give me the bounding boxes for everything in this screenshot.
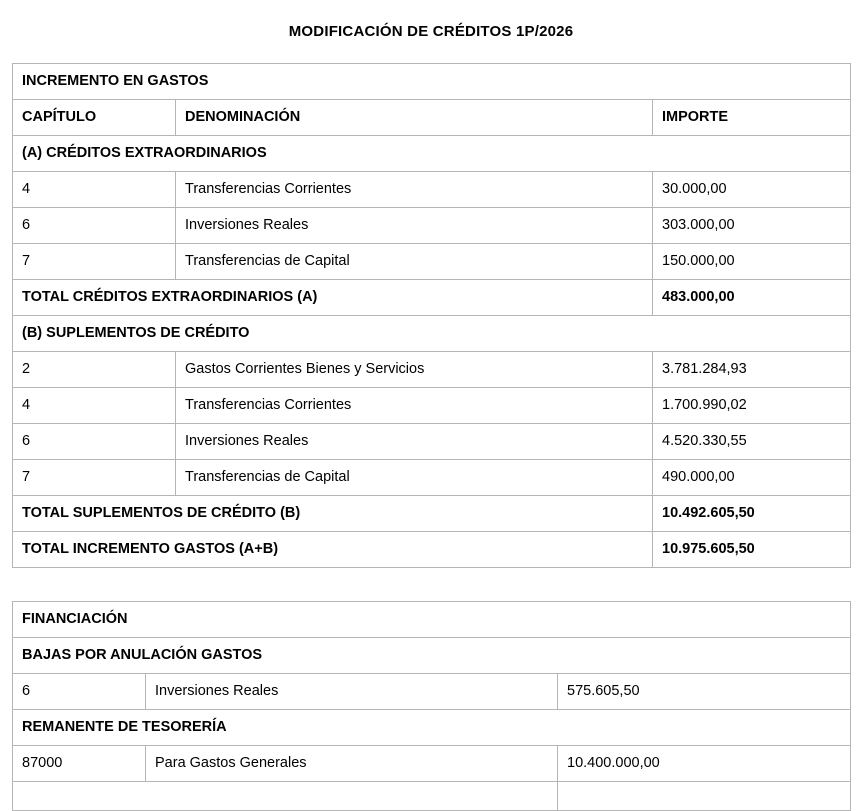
column-header-row: [13, 100, 851, 136]
total-amount-creditos-extraordinarios: 483.000,00: [653, 280, 851, 316]
table-caption-row: [13, 64, 851, 100]
cell-chapter: 4: [13, 388, 176, 424]
cell-amount: 303.000,00: [653, 208, 851, 244]
financiacion-table: [12, 601, 851, 811]
section-heading-bajas-por-anulacion-gastos: BAJAS POR ANULACIÓN GASTOS: [13, 638, 851, 674]
total-amount-suplementos-de-credito: 10.492.605,50: [653, 496, 851, 532]
cell-amount: 1.700.990,02: [653, 388, 851, 424]
section-heading-row: [13, 638, 851, 674]
cell-chapter: 2: [13, 352, 176, 388]
cell-chapter: 6: [13, 674, 146, 710]
cell-denomination: Transferencias Corrientes: [176, 172, 653, 208]
section-heading-row: [13, 316, 851, 352]
cell-amount: 490.000,00: [653, 460, 851, 496]
section-heading-suplementos-de-credito: (B) SUPLEMENTOS DE CRÉDITO: [13, 316, 851, 352]
cell-denomination: Inversiones Reales: [146, 674, 558, 710]
column-header-denomination: DENOMINACIÓN: [176, 100, 653, 136]
cell-chapter: 6: [13, 208, 176, 244]
table-row: [13, 674, 851, 710]
section-total-row: [13, 280, 851, 316]
cell-denomination-empty: [13, 782, 558, 811]
cell-denomination: Transferencias Corrientes: [176, 388, 653, 424]
table-row: [13, 460, 851, 496]
cell-amount: 150.000,00: [653, 244, 851, 280]
gastos-caption: INCREMENTO EN GASTOS: [13, 64, 851, 100]
table-caption-row: [13, 602, 851, 638]
table-row-partial: [13, 782, 851, 811]
column-header-chapter: CAPÍTULO: [13, 100, 176, 136]
total-label-creditos-extraordinarios: TOTAL CRÉDITOS EXTRAORDINARIOS (A): [13, 280, 653, 316]
total-label-suplementos-de-credito: TOTAL SUPLEMENTOS DE CRÉDITO (B): [13, 496, 653, 532]
cell-chapter: 6: [13, 424, 176, 460]
table-row: [13, 172, 851, 208]
financiacion-caption: FINANCIACIÓN: [13, 602, 851, 638]
cell-amount: 575.605,50: [558, 674, 851, 710]
table-row: [13, 208, 851, 244]
cell-amount: 4.520.330,55: [653, 424, 851, 460]
section-heading-remanente-de-tesoreria: REMANENTE DE TESORERÍA: [13, 710, 851, 746]
cell-denomination: Gastos Corrientes Bienes y Servicios: [176, 352, 653, 388]
cell-chapter: 7: [13, 460, 176, 496]
section-total-row: [13, 496, 851, 532]
cell-denomination: Inversiones Reales: [176, 424, 653, 460]
table-row: [13, 244, 851, 280]
cell-chapter: 87000: [13, 746, 146, 782]
grand-total-row: [13, 532, 851, 568]
cell-amount: 10.400.000,00: [558, 746, 851, 782]
cell-amount: 30.000,00: [653, 172, 851, 208]
table-row: [13, 746, 851, 782]
column-header-amount: IMPORTE: [653, 100, 851, 136]
cell-denomination: Transferencias de Capital: [176, 460, 653, 496]
cell-denomination: Inversiones Reales: [176, 208, 653, 244]
cell-amount-empty: [558, 782, 851, 811]
cell-chapter: 4: [13, 172, 176, 208]
table-row: [13, 424, 851, 460]
cell-denomination: Para Gastos Generales: [146, 746, 558, 782]
section-heading-row: [13, 710, 851, 746]
grand-total-label-incremento-gastos: TOTAL INCREMENTO GASTOS (A+B): [13, 532, 653, 568]
table-row: [13, 388, 851, 424]
section-heading-row: [13, 136, 851, 172]
table-row: [13, 352, 851, 388]
incremento-en-gastos-table: [12, 63, 851, 568]
cell-amount: 3.781.284,93: [653, 352, 851, 388]
grand-total-amount-incremento-gastos: 10.975.605,50: [653, 532, 851, 568]
page-title: MODIFICACIÓN DE CRÉDITOS 1P/2026: [288, 23, 574, 40]
section-heading-creditos-extraordinarios: (A) CRÉDITOS EXTRAORDINARIOS: [13, 136, 851, 172]
cell-chapter: 7: [13, 244, 176, 280]
cell-denomination: Transferencias de Capital: [176, 244, 653, 280]
